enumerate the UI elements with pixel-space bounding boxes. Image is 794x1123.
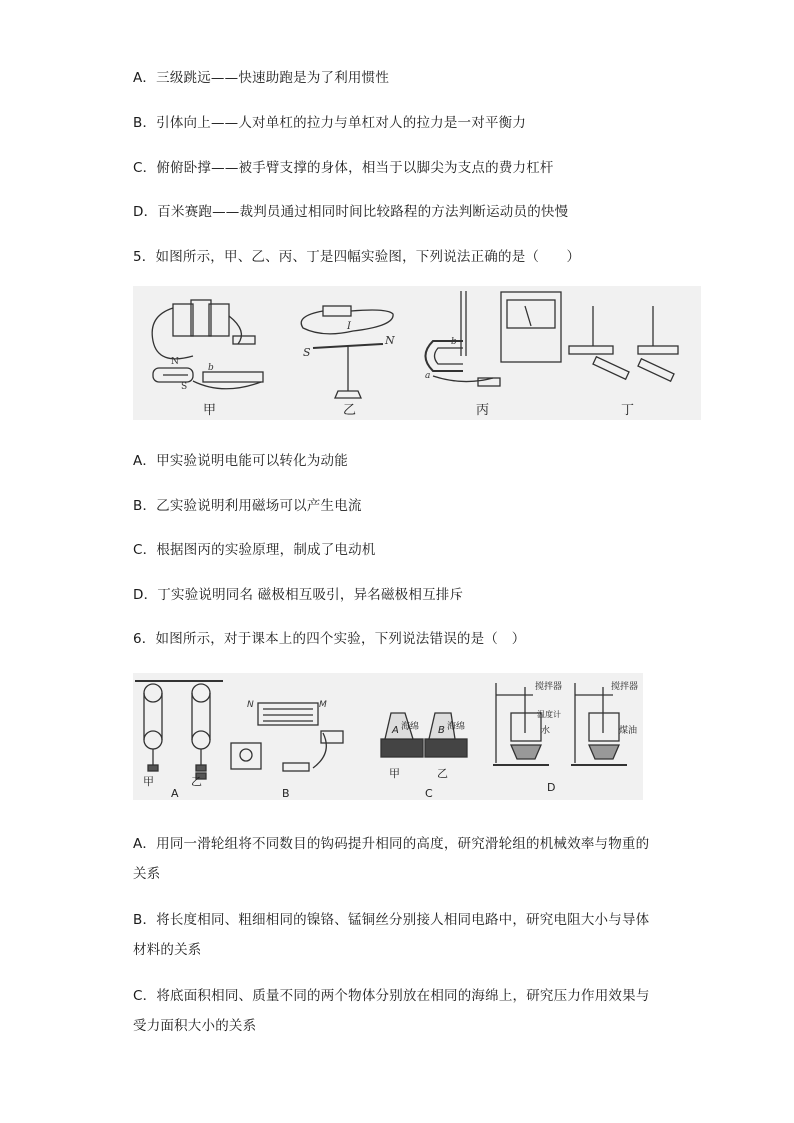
q6-c-sponge-2: 海绵 [447, 722, 466, 732]
q6-figure-a [135, 681, 223, 800]
q6-figure-d [493, 680, 638, 794]
q6-option-c-line2: 受力面积大小的关系 [133, 1018, 257, 1034]
q6-figure [133, 673, 643, 800]
q5-yi-letter-n: N [385, 334, 395, 347]
q5-jia-letter-b: b [208, 363, 214, 373]
q6-option-b-line1: B．将长度相同、粗细相同的镍铬、锰铜丝分别接人相同电路中，研究电阻大小与导体 [133, 912, 650, 928]
q6-d-thermometer: 温度计 [537, 710, 561, 719]
q6-caption-c: C [425, 787, 433, 800]
q6-a-sub-jia: 甲 [143, 775, 154, 788]
q6-c-sponge-1: 海绵 [401, 722, 420, 732]
q5-label-yi: 乙 [343, 403, 357, 418]
q5-label-bing: 丙 [476, 403, 490, 418]
q5-stem: 5．如图所示，甲、乙、丙、丁是四幅实验图，下列说法正确的是（ ） [133, 249, 581, 265]
q5-figure [133, 286, 701, 420]
q5-figure-jia [152, 300, 263, 418]
q6-caption-b: B [282, 787, 290, 800]
q6-option-b-line2: 材料的关系 [133, 942, 202, 958]
q6-c-letter-a: A [392, 725, 399, 736]
q5-option-d: D．丁实验说明同名 磁极相互吸引，异名磁极相互排斥 [133, 587, 464, 603]
q6-c-letter-b: B [438, 725, 445, 736]
q6-option-a-line1: A．用同一滑轮组将不同数目的钩码提升相同的高度，研究滑轮组的机械效率与物重的 [133, 836, 650, 852]
q5-figure-bing [425, 291, 561, 418]
q4-option-a: A．三级跳远——快速助跑是为了利用惯性 [133, 70, 390, 86]
q6-b-letter-m: M [319, 700, 327, 710]
q5-option-b: B．乙实验说明利用磁场可以产生电流 [133, 498, 362, 514]
q4-option-d: D．百米赛跑——裁判员通过相同时间比较路程的方法判断运动员的快慢 [133, 204, 569, 220]
q5-yi-letter-s: S [303, 346, 311, 359]
q6-d-kerosene: 煤油 [619, 726, 638, 736]
q5-bing-letter-b: b [451, 337, 457, 347]
q6-figure-b [231, 700, 343, 800]
q6-stem: 6．如图所示，对于课本上的四个实验，下列说法错误的是（ ） [133, 631, 526, 647]
q5-option-c: C．根据图丙的实验原理，制成了电动机 [133, 542, 376, 558]
q6-figure-c [381, 713, 467, 800]
q6-option-c-line1: C．将底面积相同、质量不同的两个物体分别放在相同的海绵上，研究压力作用效果与 [133, 988, 650, 1004]
q4-option-c: C．俯俯卧撑——被手臂支撑的身体，相当于以脚尖为支点的费力杠杆 [133, 160, 554, 176]
q6-c-sub-jia: 甲 [389, 767, 400, 780]
q5-figure-ding [569, 306, 678, 418]
q5-jia-letter-n: N [171, 357, 179, 367]
q4-option-b: B．引体向上——人对单杠的拉力与单杠对人的拉力是一对平衡力 [133, 115, 527, 131]
q5-bing-letter-a: a [425, 371, 431, 381]
q6-option-a-line2: 关系 [133, 866, 161, 882]
q5-option-a: A．甲实验说明电能可以转化为动能 [133, 453, 348, 469]
q5-jia-letter-s: S [181, 382, 188, 392]
q6-caption-d: D [547, 781, 556, 794]
q6-d-stirrer-2: 搅拌器 [611, 682, 639, 692]
q5-yi-letter-i: I [347, 321, 351, 332]
q5-figure-yi [301, 306, 395, 418]
q6-b-letter-n: N [247, 700, 254, 710]
q5-label-jia: 甲 [203, 403, 217, 418]
q6-a-sub-yi: 乙 [191, 775, 202, 788]
q5-label-ding: 丁 [621, 403, 635, 418]
q6-caption-a: A [171, 787, 179, 800]
q6-c-sub-yi: 乙 [437, 767, 448, 780]
q6-d-stirrer-1: 搅拌器 [535, 682, 563, 692]
q6-d-water: 水 [541, 726, 551, 736]
